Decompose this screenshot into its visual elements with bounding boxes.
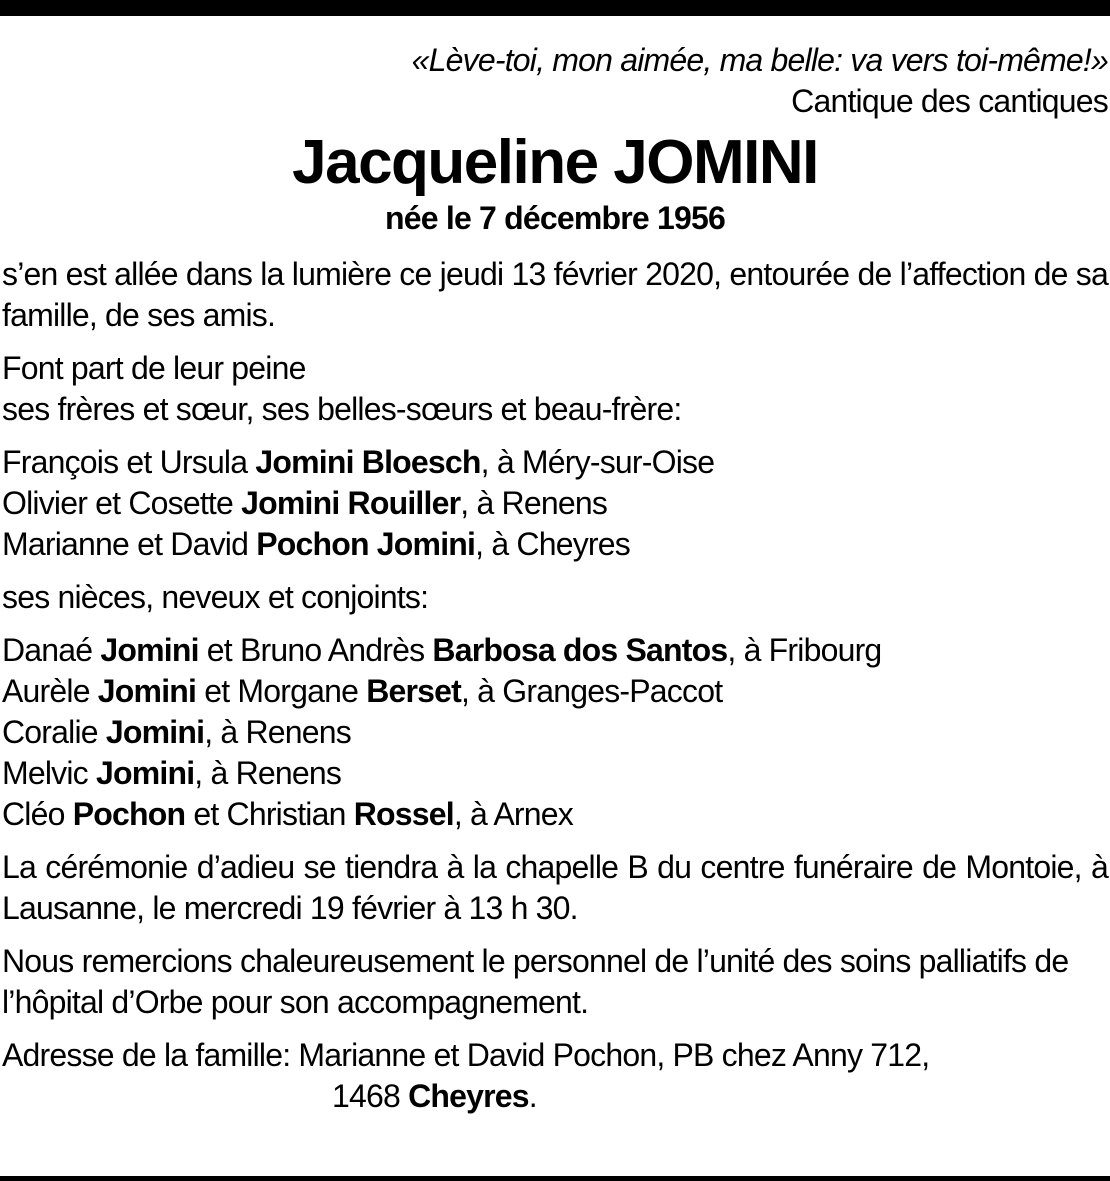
thanks-text: Nous remercions chaleureusement le personnel de l’unité des soins palliatifs de l’hôpital d’Orbe pour son accompagnement.	[2, 943, 1069, 1020]
niece-entry	[2, 753, 1108, 794]
mourners-intro-line: ses frères et sœur, ses belles-sœurs et beau-frère:	[2, 391, 682, 427]
address-line: Adresse de la famille: Marianne et David Pochon, PB chez Anny 712,	[2, 1037, 930, 1073]
niece-entry	[2, 630, 1108, 671]
niece-family-name: Jomini	[95, 755, 195, 791]
obituary-content	[2, 40, 1108, 1117]
niece-first-name: Melvic	[2, 755, 96, 791]
sibling-first-names: François et Ursula	[2, 444, 256, 480]
sibling-first-names: Olivier et Cosette	[2, 485, 242, 521]
niece-entry	[2, 712, 1108, 753]
partner-first-name: et Christian	[185, 796, 354, 832]
sibling-family-name: Jomini Rouiller	[241, 485, 461, 521]
niece-family-name: Jomini	[105, 714, 205, 750]
epigraph-quote: «Lève-toi, mon aimée, ma belle: va vers toi-même!»	[411, 42, 1108, 78]
bottom-rule	[0, 1176, 1110, 1181]
niece-place: , à Renens	[204, 714, 351, 750]
sibling-place: , à Cheyres	[475, 526, 630, 562]
deceased-name: Jacqueline JOMINI	[292, 128, 818, 197]
niece-first-name: Danaé	[2, 632, 101, 668]
address-end: .	[528, 1078, 537, 1114]
siblings-list	[2, 442, 1108, 565]
sibling-place: , à Méry-sur-Oise	[480, 444, 715, 480]
niece-family-name: Pochon	[72, 796, 186, 832]
nieces-list	[2, 630, 1108, 835]
sibling-first-names: Marianne et David	[2, 526, 257, 562]
top-rule	[0, 0, 1110, 16]
mourners-intro-line: Font part de leur peine	[2, 350, 306, 386]
niece-first-name: Cléo	[2, 796, 73, 832]
partner-first-name: et Morgane	[196, 673, 367, 709]
sibling-entry	[2, 483, 1108, 524]
address-city: Cheyres	[408, 1078, 529, 1114]
epigraph	[2, 40, 1108, 122]
family-address	[2, 1035, 1108, 1117]
ceremony-text: La cérémonie d’adieu se tiendra à la chapelle B du centre funéraire de Montoie, à Lausanne, le mercredi 19 février à 13 h 30.	[2, 849, 1108, 926]
sibling-entry	[2, 442, 1108, 483]
epigraph-source: Cantique des cantiques	[791, 83, 1108, 119]
niece-family-name: Jomini	[100, 632, 199, 668]
niece-first-name: Aurèle	[2, 673, 98, 709]
sibling-family-name: Jomini Bloesch	[255, 444, 481, 480]
mourners-intro	[2, 348, 1108, 430]
niece-place: , à Arnex	[453, 796, 573, 832]
sibling-place: , à Renens	[460, 485, 608, 521]
sibling-family-name: Pochon Jomini	[256, 526, 476, 562]
sibling-entry	[2, 524, 1108, 565]
announcement-text: s’en est allée dans la lumière ce jeudi 13 février 2020, entourée de l’affection de sa famille, de ses amis.	[2, 256, 1108, 333]
nieces-intro: ses nièces, neveux et conjoints:	[2, 579, 429, 615]
niece-place: , à Renens	[194, 755, 342, 791]
partner-first-name: et Bruno Andrès	[198, 632, 433, 668]
address-city-line	[2, 1076, 1108, 1117]
partner-family-name: Rossel	[353, 796, 454, 832]
birth-date: née le 7 décembre 1956	[385, 200, 725, 236]
partner-family-name: Barbosa dos Santos	[432, 632, 728, 668]
niece-entry	[2, 794, 1108, 835]
niece-first-name: Coralie	[2, 714, 106, 750]
niece-place: , à Fribourg	[727, 632, 882, 668]
address-postcode: 1468	[332, 1078, 409, 1114]
partner-family-name: Berset	[366, 673, 461, 709]
niece-entry	[2, 671, 1108, 712]
niece-place: , à Granges-Paccot	[461, 673, 723, 709]
niece-family-name: Jomini	[97, 673, 197, 709]
